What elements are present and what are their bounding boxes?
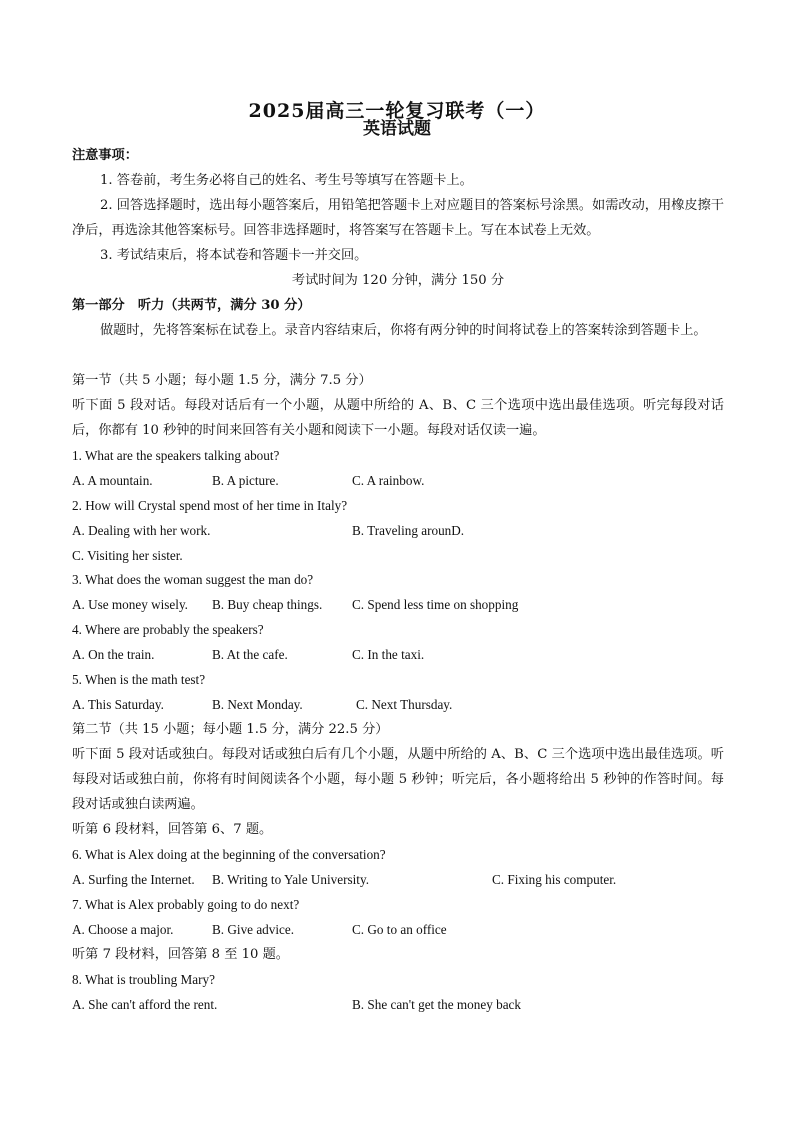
q8-option-b: B. She can't get the money back — [352, 997, 522, 1012]
q4-option-a: A. On the train. — [72, 647, 155, 662]
question-1: 1. What are the speakers talking about? — [72, 448, 280, 463]
exam-title: 2025届高三一轮复习联考（一） — [248, 100, 546, 122]
q5-option-b: B. Next Monday. — [212, 697, 303, 712]
q1-option-b: B. A picture. — [212, 473, 279, 488]
material-7-label: 听第 7 段材料，回答第 8 至 10 题。 — [72, 947, 289, 962]
part1-intro: 做题时，先将答案标在试卷上。录音内容结束后，你将有两分钟的时间将试卷上的答案转涂到答题卡上。 — [100, 323, 707, 338]
section1-heading: 第一节（共 5 小题；每小题 1.5 分，满分 7.5 分） — [72, 373, 372, 388]
question-8: 8. What is troubling Mary? — [72, 972, 215, 987]
notice-heading: 注意事项： — [72, 148, 138, 163]
notice-item-1: 1. 答卷前，考生务必将自己的姓名、考生号等填写在答题卡上。 — [100, 173, 473, 188]
q2-option-b: B. Traveling arounD. — [352, 523, 465, 538]
q7-option-c: C. Go to an office — [352, 922, 447, 937]
section2-heading: 第二节（共 15 小题；每小题 1.5 分，满分 22.5 分） — [72, 722, 389, 737]
question-3: 3. What does the woman suggest the man do? — [72, 572, 314, 587]
q8-option-a: A. She can't afford the rent. — [72, 997, 218, 1012]
part1-heading: 第一部分 听力（共两节，满分 30 分） — [72, 298, 311, 313]
q3-option-a: A. Use money wisely. — [72, 597, 188, 612]
q5-option-a: A. This Saturday. — [72, 697, 164, 712]
notice-item-3: 3. 考试结束后，将本试卷和答题卡一并交回。 — [100, 248, 368, 263]
q3-option-c: C. Spend less time on shopping — [352, 597, 519, 612]
q1-option-a: A. A mountain. — [72, 473, 153, 488]
q7-option-a: A. Choose a major. — [72, 922, 174, 937]
q2-option-c: C. Visiting her sister. — [72, 548, 183, 563]
q5-option-c: C. Next Thursday. — [356, 697, 453, 712]
question-7: 7. What is Alex probably going to do next? — [72, 897, 300, 912]
q7-option-b: B. Give advice. — [212, 922, 295, 937]
question-4: 4. Where are probably the speakers? — [72, 622, 264, 637]
notice-item-2: 2. 回答选择题时，选出每小题答案后，用铅笔把答题卡上对应题目的答案标号涂黑。如需改动，用橡皮擦干净后，再选涂其他答案标号。回答非选择题时，将答案写在答题卡上。写在本试卷上无效。 — [72, 198, 724, 238]
q6-option-b: B. Writing to Yale University. — [212, 872, 369, 887]
exam-subject-title: 英语试题 — [363, 119, 431, 139]
question-6: 6. What is Alex doing at the beginning of the conversation? — [72, 847, 386, 862]
q1-option-c: C. A rainbow. — [352, 473, 425, 488]
q6-option-a: A. Surfing the Internet. — [72, 872, 195, 887]
q4-option-b: B. At the cafe. — [212, 647, 288, 662]
material-6-label: 听第 6 段材料，回答第 6、7 题。 — [72, 822, 273, 837]
q3-option-b: B. Buy cheap things. — [212, 597, 323, 612]
q4-option-c: C. In the taxi. — [352, 647, 425, 662]
section2-instructions: 听下面 5 段对话或独白。每段对话或独白后有几个小题，从题中所给的 A、B、C 三个选项中选出最佳选项。听每段对话或独白前，你将有时间阅读各个小题，每小题 5 秒钟；听完后，各小题将给出 5 秒钟的作答时间。每段对话或独白读两遍。 — [72, 747, 724, 812]
question-5: 5. When is the math test? — [72, 672, 206, 687]
section1-instructions: 听下面 5 段对话。每段对话后有一个小题，从题中所给的 A、B、C 三个选项中选出最佳选项。听完每段对话后，你都有 10 秒钟的时间来回答有关小题和阅读下一小题。每段对话仅读一遍。 — [72, 398, 724, 438]
q6-option-c: C. Fixing his computer. — [492, 872, 617, 887]
question-2: 2. How will Crystal spend most of her time in Italy? — [72, 498, 348, 513]
exam-time-info: 考试时间为 120 分钟，满分 150 分 — [291, 273, 505, 288]
q2-option-a: A. Dealing with her work. — [72, 523, 211, 538]
